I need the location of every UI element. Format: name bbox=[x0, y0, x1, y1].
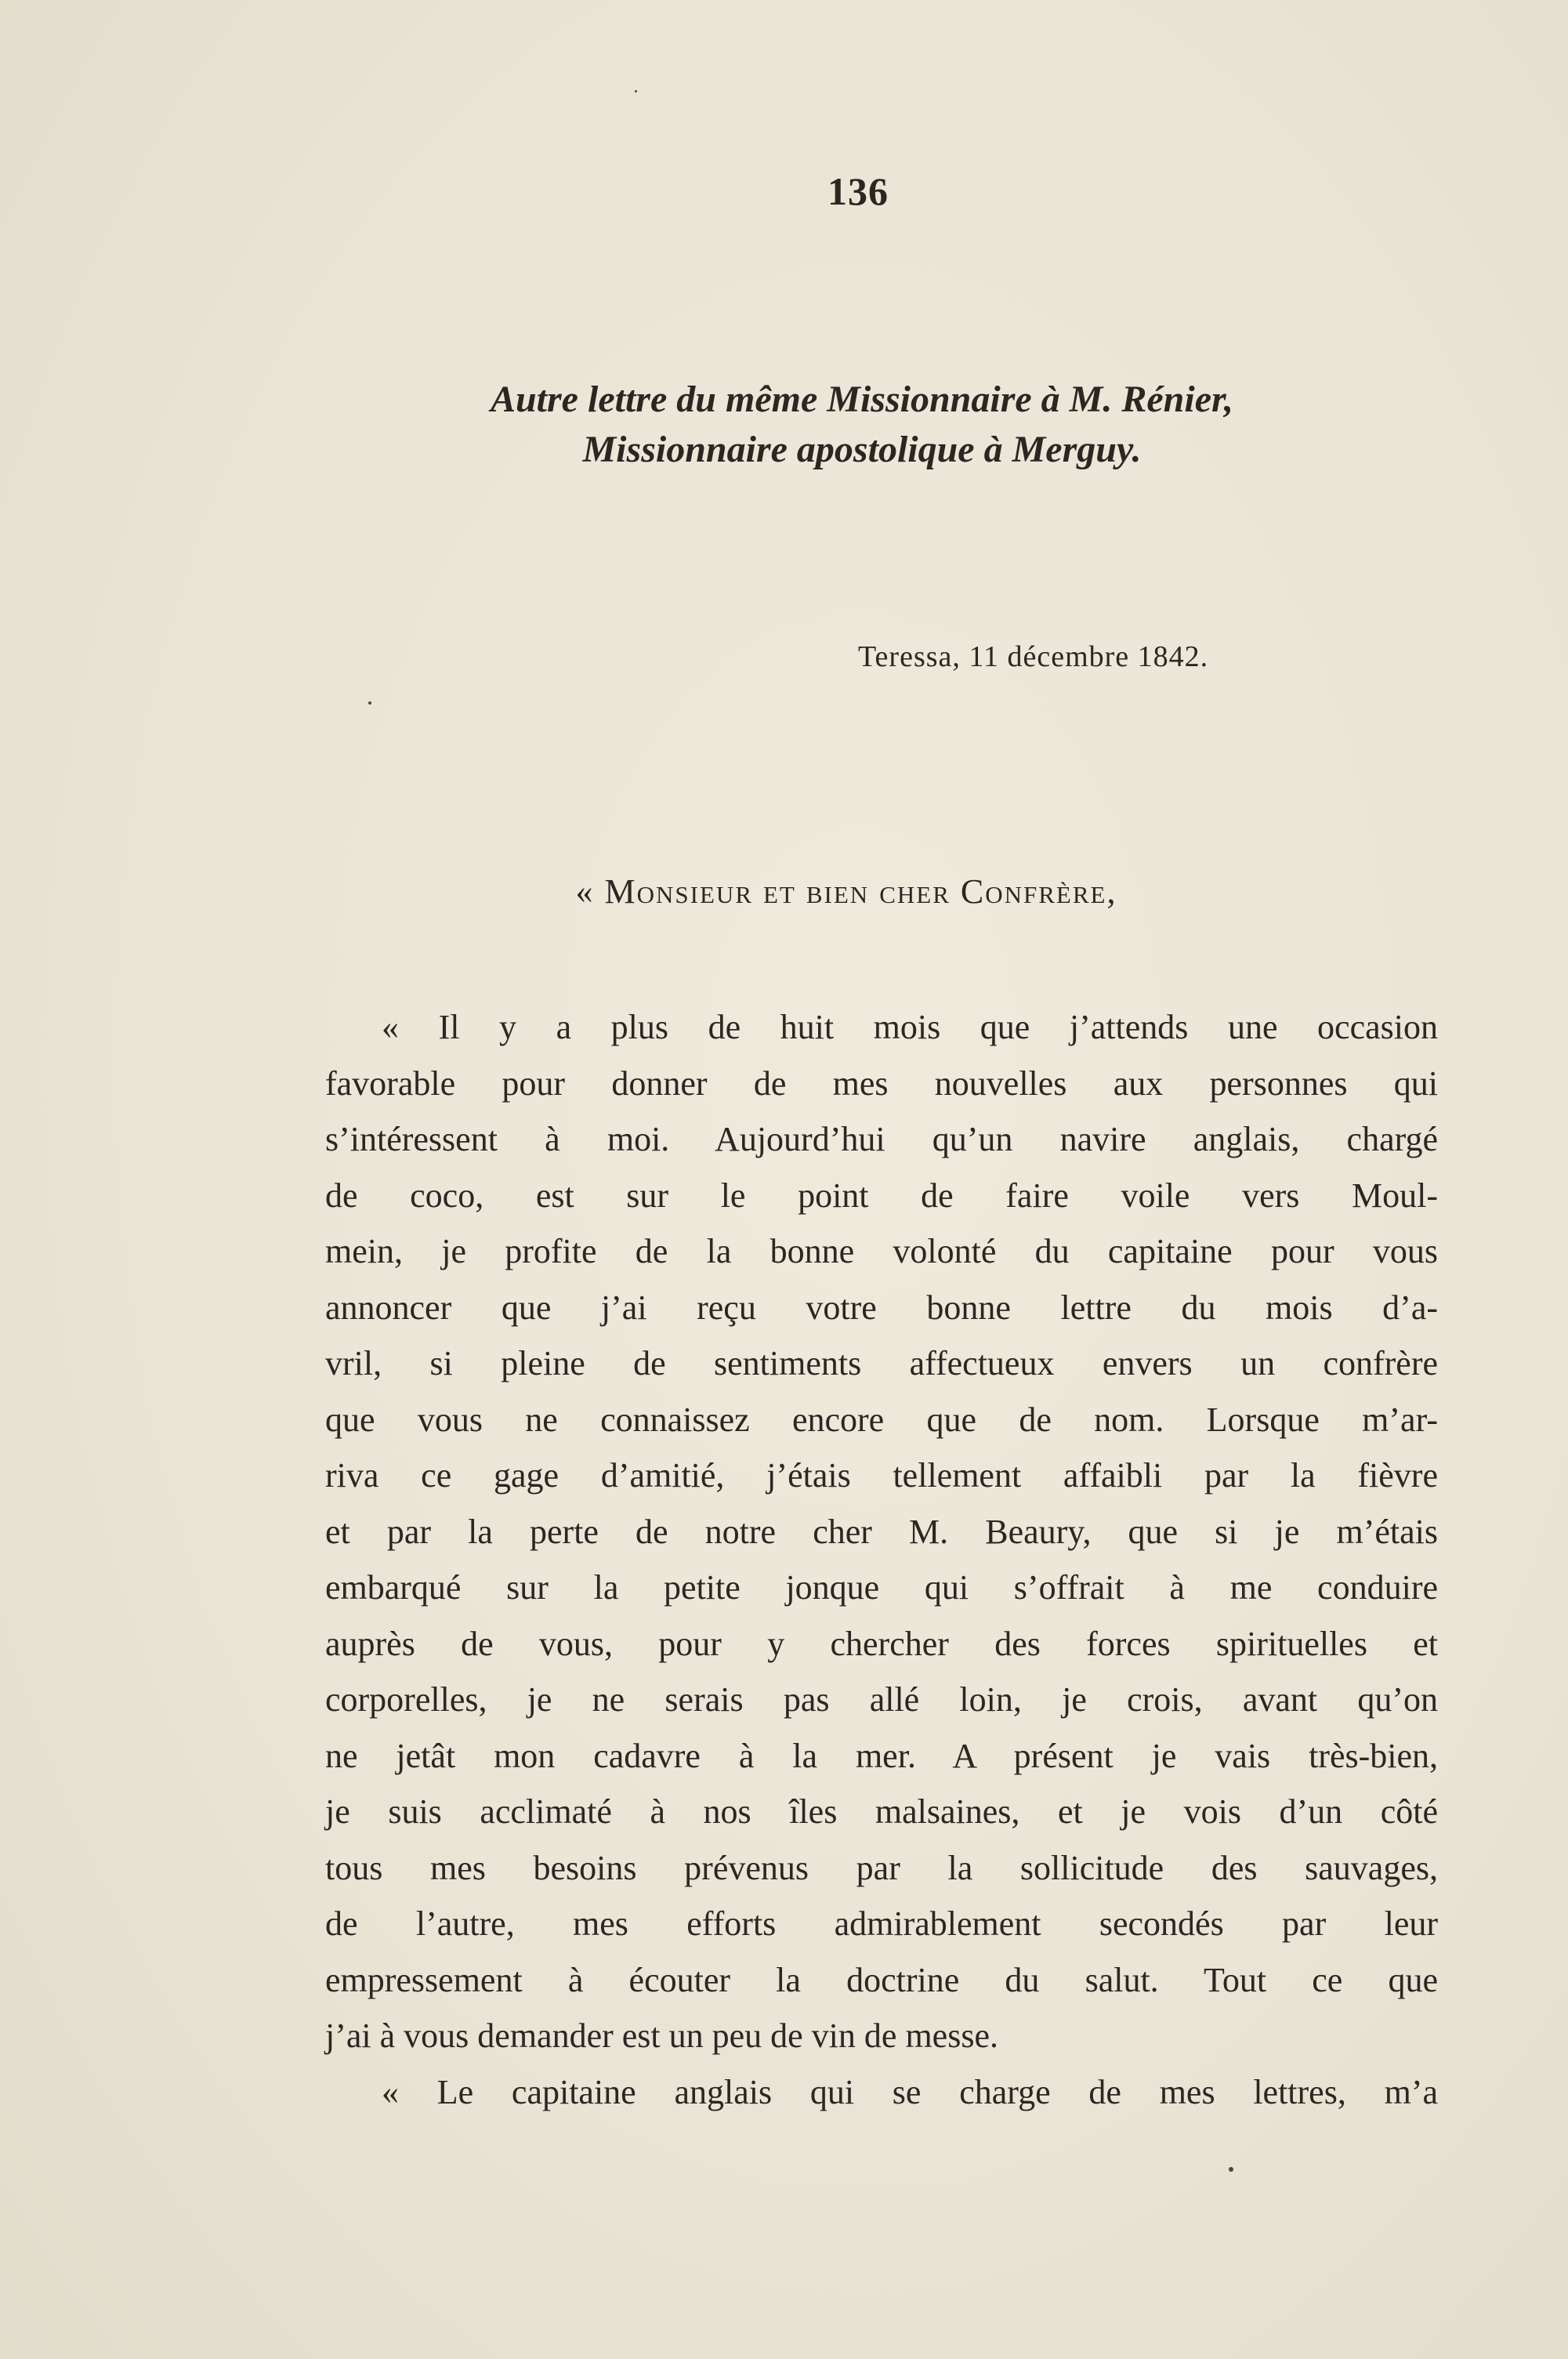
body-line: et par la perte de notre cher M. Beaury, que si je m’étais bbox=[325, 1512, 1438, 1551]
letter-body bbox=[325, 999, 1438, 2120]
body-line: tous mes besoins prévenus par la sollicitude des sauvages, bbox=[325, 1848, 1438, 1887]
dateline: Teressa, 11 décembre 1842. bbox=[858, 640, 1209, 673]
body-line: auprès de vous, pour y chercher des forces spirituelles et bbox=[325, 1624, 1438, 1663]
body-line: de coco, est sur le point de faire voile vers Moul- bbox=[325, 1176, 1438, 1215]
body-line: vril, si pleine de sentiments affectueux envers un confrère bbox=[325, 1344, 1438, 1382]
letter-title-line-2: Missionnaire apostolique à Merguy. bbox=[582, 429, 1142, 470]
paper-speck bbox=[1229, 2167, 1233, 2172]
body-line: annoncer que j’ai reçu votre bonne lettre du mois d’a- bbox=[325, 1288, 1438, 1327]
paper-speck bbox=[368, 701, 371, 705]
body-line: corporelles, je ne serais pas allé loin, je crois, avant qu’on bbox=[325, 1680, 1438, 1719]
body-line: de l’autre, mes efforts admirablement secondés par leur bbox=[325, 1904, 1438, 1943]
body-line: favorable pour donner de mes nouvelles aux personnes qui bbox=[325, 1064, 1438, 1103]
paper-speck bbox=[635, 90, 637, 92]
letter-title-line-1: Autre lettre du même Missionnaire à M. Rénier, bbox=[490, 379, 1234, 420]
body-line: j’ai à vous demander est un peu de vin de messe. bbox=[325, 2017, 998, 2055]
body-line: que vous ne connaissez encore que de nom. Lorsque m’ar- bbox=[325, 1400, 1438, 1439]
body-line: je suis acclimaté à nos îles malsaines, et je vois d’un côté bbox=[325, 1792, 1438, 1831]
body-line: riva ce gage d’amitié, j’étais tellement affaibli par la fièvre bbox=[325, 1456, 1438, 1495]
body-line: embarqué sur la petite jonque qui s’offrait à me conduire bbox=[325, 1568, 1438, 1607]
body-line: s’intéressent à moi. Aujourd’hui qu’un navire anglais, chargé bbox=[325, 1120, 1438, 1158]
body-line: mein, je profite de la bonne volonté du capitaine pour vous bbox=[325, 1232, 1438, 1270]
body-line: « Il y a plus de huit mois que j’attends une occasion bbox=[382, 1008, 1438, 1046]
body-line: empressement à écouter la doctrine du salut. Tout ce que bbox=[325, 1960, 1438, 1999]
salutation: « Monsieur et bien cher Confrère, bbox=[575, 872, 1117, 911]
body-line: « Le capitaine anglais qui se charge de mes lettres, m’a bbox=[382, 2072, 1438, 2111]
letter-title bbox=[298, 375, 1426, 475]
page-number: 136 bbox=[827, 169, 889, 213]
body-line: ne jetât mon cadavre à la mer. A présent je vais très-bien, bbox=[325, 1736, 1438, 1775]
